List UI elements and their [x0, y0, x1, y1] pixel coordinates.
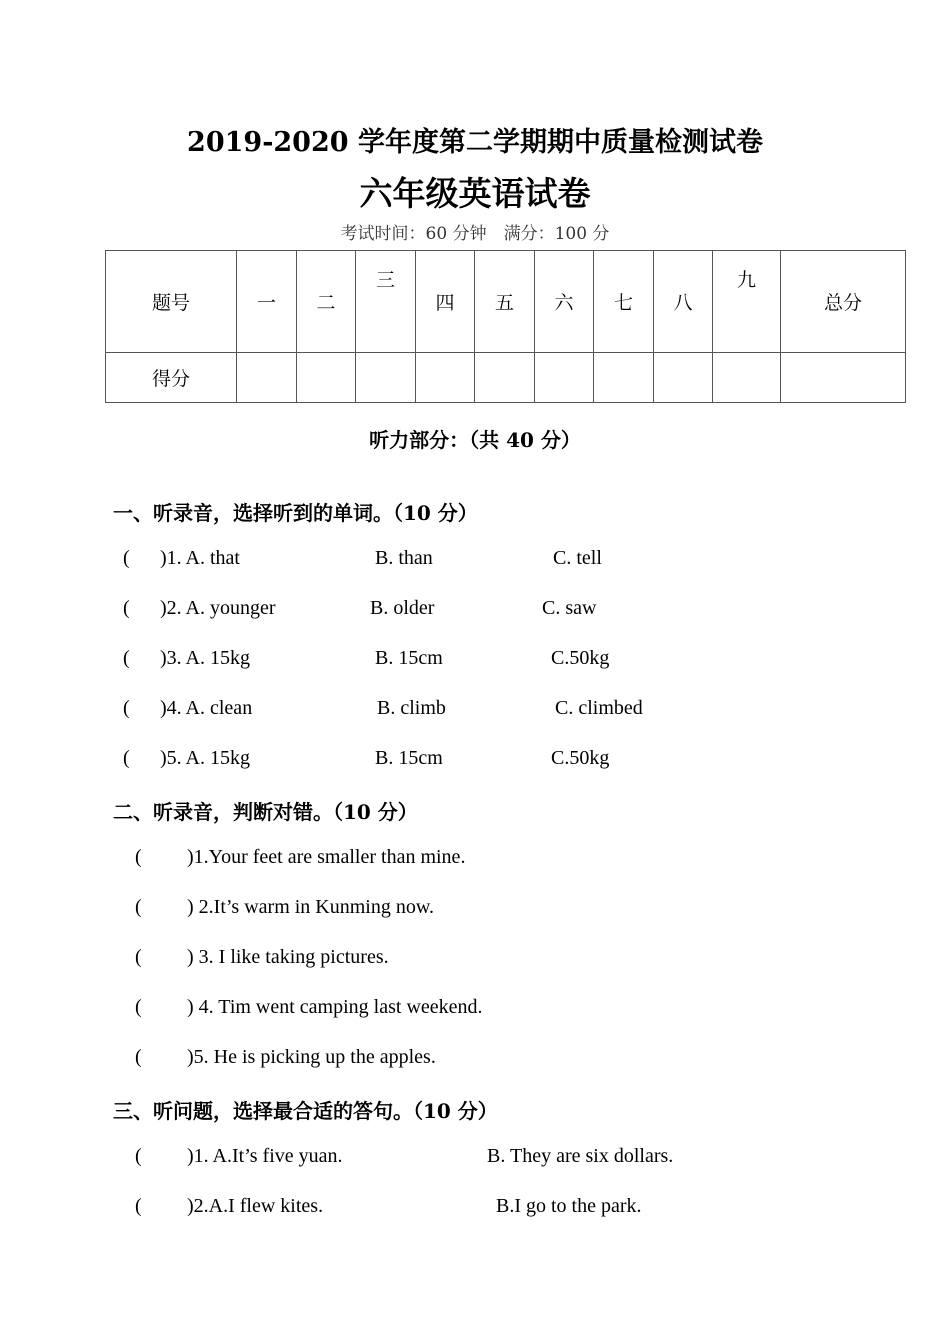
- question-option-b: B. 15cm: [375, 747, 443, 769]
- answer-option-b: B.I go to the park.: [496, 1195, 642, 1217]
- question-option-a: )4. A. clean: [160, 697, 253, 719]
- question-option-a: )5. A. 15kg: [160, 747, 250, 769]
- answer-paren: (: [123, 697, 130, 719]
- col-9: 九: [713, 251, 781, 353]
- question-option-c: C.50kg: [551, 647, 610, 669]
- exam-subject-title: 六年级英语试卷: [359, 174, 591, 213]
- score-table-score-row: [106, 353, 906, 403]
- score-cell[interactable]: [297, 353, 356, 403]
- statement: )5. He is picking up the apples.: [187, 1046, 436, 1068]
- col-1: 一: [237, 251, 297, 353]
- score-table-header-row: [106, 251, 906, 353]
- answer-paren: (: [135, 896, 142, 918]
- question-option-a: )3. A. 15kg: [160, 647, 250, 669]
- question-option-b: B. older: [370, 597, 435, 619]
- answer-paren: (: [135, 1046, 142, 1068]
- answer-option-a: )1. A.It’s five yuan.: [187, 1145, 343, 1167]
- listening-section-title: 听力部分：（共 40 分）: [369, 428, 581, 452]
- col-4: 四: [416, 251, 475, 353]
- part2-heading: 二、听录音，判断对错。（10 分）: [113, 800, 418, 824]
- col-2: 二: [297, 251, 356, 353]
- score-cell[interactable]: [713, 353, 781, 403]
- answer-paren: (: [135, 846, 142, 868]
- question-option-c: C.50kg: [551, 747, 610, 769]
- score-table: [105, 250, 906, 403]
- answer-option-b: B. They are six dollars.: [487, 1145, 674, 1167]
- answer-option-a: )2.A.I flew kites.: [187, 1195, 324, 1217]
- answer-paren: (: [123, 547, 130, 569]
- answer-paren: (: [123, 647, 130, 669]
- question-option-a: )2. A. younger: [160, 597, 276, 619]
- score-cell[interactable]: [475, 353, 535, 403]
- col-8: 八: [654, 251, 713, 353]
- statement: )1.Your feet are smaller than mine.: [187, 846, 466, 868]
- answer-paren: (: [123, 597, 130, 619]
- answer-paren: (: [123, 747, 130, 769]
- col-5: 五: [475, 251, 535, 353]
- score-cell[interactable]: [535, 353, 594, 403]
- score-cell[interactable]: [356, 353, 416, 403]
- row-label-question-number: 题号: [106, 251, 237, 353]
- answer-paren: (: [135, 1145, 142, 1167]
- exam-info: 考试时间：60 分钟 满分：100 分: [340, 224, 610, 244]
- answer-paren: (: [135, 996, 142, 1018]
- question-option-c: C. climbed: [555, 697, 643, 719]
- col-7: 七: [594, 251, 654, 353]
- exam-title: 2019-2020 学年度第二学期期中质量检测试卷: [187, 127, 763, 158]
- part1-heading: 一、听录音，选择听到的单词。（10 分）: [113, 501, 478, 525]
- answer-paren: (: [135, 946, 142, 968]
- score-cell-total[interactable]: [781, 353, 906, 403]
- question-option-b: B. 15cm: [375, 647, 443, 669]
- statement: ) 2.It’s warm in Kunming now.: [187, 896, 435, 918]
- answer-paren: (: [135, 1195, 142, 1217]
- part3-heading: 三、听问题，选择最合适的答句。（10 分）: [113, 1099, 498, 1123]
- question-option-c: C. tell: [553, 547, 602, 569]
- question-option-b: B. climb: [377, 697, 446, 719]
- col-3: 三: [356, 251, 416, 353]
- question-option-a: )1. A. that: [160, 547, 240, 569]
- score-cell[interactable]: [237, 353, 297, 403]
- score-cell[interactable]: [416, 353, 475, 403]
- question-option-b: B. than: [375, 547, 433, 569]
- question-option-c: C. saw: [542, 597, 597, 619]
- statement: ) 4. Tim went camping last weekend.: [187, 996, 483, 1018]
- score-cell[interactable]: [594, 353, 654, 403]
- row-label-score: 得分: [106, 353, 237, 403]
- col-6: 六: [535, 251, 594, 353]
- statement: ) 3. I like taking pictures.: [187, 946, 389, 968]
- col-total: 总分: [781, 251, 906, 353]
- score-cell[interactable]: [654, 353, 713, 403]
